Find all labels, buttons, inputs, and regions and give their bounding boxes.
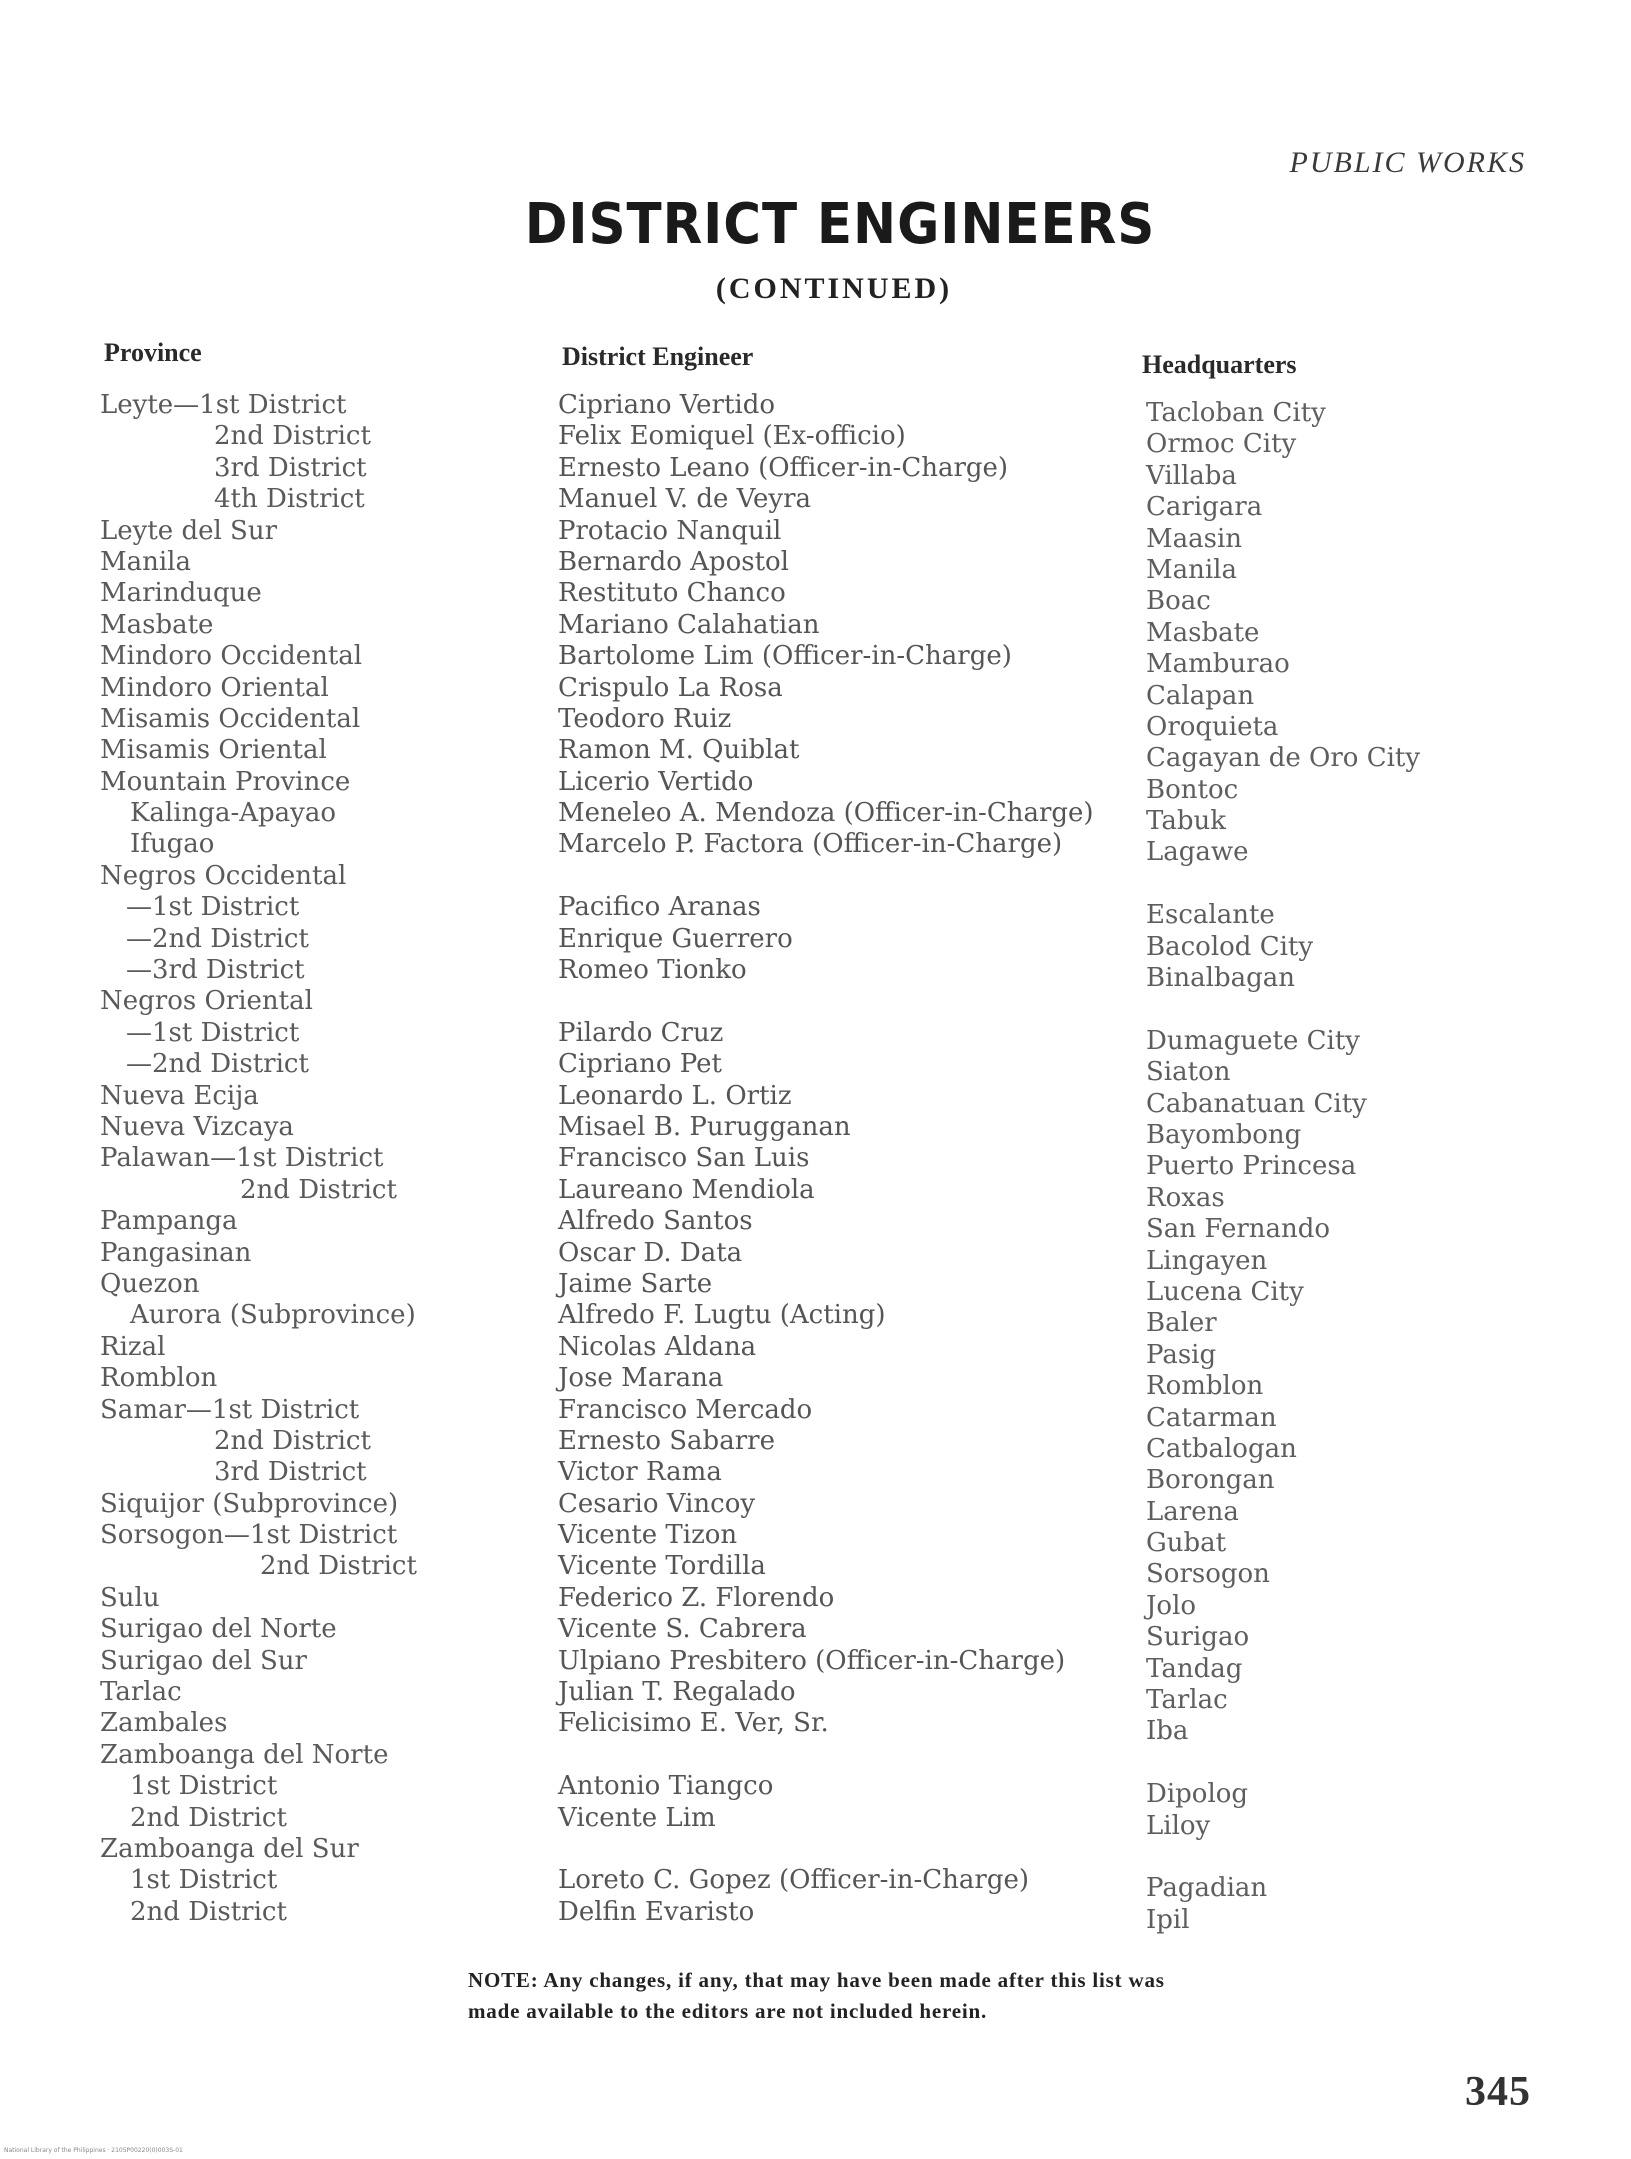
province-entry: Sorsogon—1st District bbox=[100, 1520, 398, 1551]
engineer-entry: Delfin Evaristo bbox=[558, 1896, 755, 1927]
province-entry: Surigao del Sur bbox=[100, 1645, 307, 1676]
headquarters-entry: Surigao bbox=[1146, 1622, 1250, 1653]
province-entry: Zambales bbox=[100, 1708, 228, 1739]
province-entry: Samar—1st District bbox=[100, 1394, 360, 1425]
headquarters-entry: Calapan bbox=[1146, 680, 1255, 711]
headquarters-entry: Manila bbox=[1146, 554, 1237, 585]
engineer-entry: Victor Rama bbox=[558, 1457, 722, 1488]
headquarters-entry: Boac bbox=[1146, 586, 1211, 617]
engineer-entry: Ramon M. Quiblat bbox=[558, 735, 800, 766]
province-entry: 2nd District bbox=[260, 1551, 417, 1582]
province-entry: 2nd District bbox=[214, 1425, 371, 1456]
engineer-entry: Cipriano Pet bbox=[558, 1049, 722, 1080]
engineer-entry: Licerio Vertido bbox=[558, 766, 754, 797]
footnote: NOTE: Any changes, if any, that may have been made after this list was made available to the editors are not included herein. bbox=[468, 1968, 1165, 2023]
province-entry: Sulu bbox=[100, 1582, 160, 1613]
headquarters-entry: Pasig bbox=[1146, 1339, 1217, 1370]
province-entry: Kalinga-Apayao bbox=[130, 798, 336, 829]
province-entry: —1st District bbox=[126, 892, 300, 923]
engineer-entry: Bartolome Lim (Officer-in-Charge) bbox=[558, 641, 1012, 672]
headquarters-entry: Maasin bbox=[1146, 523, 1243, 554]
engineer-entry: Vicente Tordilla bbox=[558, 1551, 766, 1582]
headquarters-entry: Cabanatuan City bbox=[1146, 1088, 1367, 1119]
province-entry: 3rd District bbox=[214, 1457, 367, 1488]
headquarters-entry: Bontoc bbox=[1146, 774, 1239, 805]
headquarters-entry: Romblon bbox=[1146, 1371, 1264, 1402]
headquarters-entry: Oroquieta bbox=[1146, 711, 1279, 742]
engineer-entry: Alfredo F. Lugtu (Acting) bbox=[558, 1300, 886, 1331]
province-entry: 2nd District bbox=[214, 421, 371, 452]
province-entry: Negros Occidental bbox=[100, 860, 347, 891]
headquarters-entry: Jolo bbox=[1146, 1590, 1197, 1621]
headquarters-entry: Baler bbox=[1146, 1308, 1217, 1339]
page-title: DISTRICT ENGINEERS bbox=[524, 192, 1156, 257]
headquarters-entry: Puerto Princesa bbox=[1146, 1151, 1357, 1182]
page-subtitle: (CONTINUED) bbox=[715, 272, 953, 305]
province-entry: Marinduque bbox=[100, 578, 262, 609]
engineer-entry: Felicisimo E. Ver, Sr. bbox=[558, 1708, 829, 1739]
engineer-entry: Federico Z. Florendo bbox=[558, 1582, 835, 1613]
engineer-entry: Enrique Guerrero bbox=[558, 923, 793, 954]
headquarters-entry: Bacolod City bbox=[1146, 931, 1314, 962]
headquarters-entry: Dipolog bbox=[1146, 1779, 1249, 1810]
province-entry: —2nd District bbox=[126, 923, 309, 954]
province-entry: Palawan—1st District bbox=[100, 1143, 384, 1174]
province-entry: 2nd District bbox=[130, 1896, 287, 1927]
engineer-entry: Misael B. Purugganan bbox=[558, 1111, 851, 1142]
engineer-entry: Felix Eomiquel (Ex-officio) bbox=[558, 421, 906, 452]
headquarters-entry: Carigara bbox=[1146, 492, 1263, 523]
headquarters-entry: Borongan bbox=[1146, 1465, 1275, 1496]
engineer-entry: Jose Marana bbox=[558, 1363, 724, 1394]
engineer-entry: Ernesto Sabarre bbox=[558, 1425, 775, 1456]
province-entry: Nueva Vizcaya bbox=[100, 1111, 294, 1142]
headquarters-entry: Tabuk bbox=[1146, 806, 1226, 837]
engineer-entry: Manuel V. de Veyra bbox=[558, 484, 812, 515]
headquarters-entry: Binalbagan bbox=[1146, 963, 1296, 994]
headquarters-entry: Cagayan de Oro City bbox=[1146, 743, 1421, 774]
headquarters-entry: Escalante bbox=[1146, 900, 1275, 931]
headquarters-entry: Tacloban City bbox=[1146, 398, 1326, 428]
engineer-entry: Julian T. Regalado bbox=[558, 1677, 796, 1708]
headquarters-entry: Bayombong bbox=[1146, 1119, 1302, 1150]
engineer-entry: Cesario Vincoy bbox=[558, 1488, 756, 1519]
headquarters-entry: Masbate bbox=[1146, 617, 1260, 648]
province-entry: 2nd District bbox=[130, 1802, 287, 1833]
province-entry: Misamis Occidental bbox=[100, 703, 361, 734]
headquarters-entry: Mamburao bbox=[1146, 649, 1290, 680]
province-entry: 3rd District bbox=[214, 452, 367, 483]
province-entry: Siquijor (Subprovince) bbox=[100, 1488, 399, 1519]
province-entry: Mindoro Oriental bbox=[100, 672, 329, 703]
province-column-header: Province bbox=[104, 338, 202, 367]
province-entry: Rizal bbox=[100, 1331, 166, 1362]
engineer-entry: Ernesto Leano (Officer-in-Charge) bbox=[558, 452, 1009, 483]
province-entry: Pangasinan bbox=[100, 1237, 252, 1268]
headquarters-entry: Villaba bbox=[1146, 460, 1237, 491]
engineer-entry: Bernardo Apostol bbox=[558, 546, 789, 577]
page-number: 345 bbox=[1465, 2069, 1531, 2115]
engineer-entry: Marcelo P. Factora (Officer-in-Charge) bbox=[558, 829, 1063, 860]
province-entry: —1st District bbox=[126, 1017, 300, 1048]
province-entry: Leyte—1st District bbox=[100, 390, 347, 420]
headquarters-column-header: Headquarters bbox=[1142, 350, 1297, 379]
engineer-entry: Cipriano Vertido bbox=[558, 390, 776, 420]
engineer-entry: Restituto Chanco bbox=[558, 578, 786, 609]
engineer-entry: Meneleo A. Mendoza (Officer-in-Charge) bbox=[558, 798, 1094, 829]
headquarters-entry: Tarlac bbox=[1146, 1685, 1228, 1716]
headquarters-entry: Catbalogan bbox=[1146, 1433, 1297, 1464]
headquarters-entry: Catarman bbox=[1146, 1402, 1277, 1433]
province-entry: 1st District bbox=[130, 1865, 278, 1896]
engineer-entry: Pacifico Aranas bbox=[558, 892, 761, 923]
engineer-entry: Alfredo Santos bbox=[558, 1206, 753, 1237]
engineer-entry: Romeo Tionko bbox=[558, 955, 747, 986]
headquarters-entry: Roxas bbox=[1146, 1182, 1225, 1213]
engineer-entry: Mariano Calahatian bbox=[558, 609, 820, 640]
engineer-entry: Oscar D. Data bbox=[558, 1237, 743, 1268]
engineer-column-header: District Engineer bbox=[562, 342, 754, 371]
engineer-entry: Vicente Lim bbox=[558, 1802, 716, 1833]
headquarters-entry: Ormoc City bbox=[1146, 429, 1297, 460]
province-entry: Nueva Ecija bbox=[100, 1080, 259, 1111]
engineer-entry: Nicolas Aldana bbox=[558, 1331, 757, 1362]
province-entry: 4th District bbox=[214, 484, 365, 515]
engineer-entry: Ulpiano Presbitero (Officer-in-Charge) bbox=[558, 1645, 1066, 1676]
province-entry: 2nd District bbox=[240, 1174, 397, 1205]
headquarters-entry: Lingayen bbox=[1146, 1245, 1268, 1276]
engineer-entry: Vicente S. Cabrera bbox=[558, 1614, 807, 1645]
engineer-entry: Vicente Tizon bbox=[558, 1520, 738, 1551]
province-entry: Surigao del Norte bbox=[100, 1614, 337, 1645]
engineer-entry: Teodoro Ruiz bbox=[558, 703, 732, 734]
province-entry: Leyte del Sur bbox=[100, 515, 278, 546]
province-entry: Masbate bbox=[100, 609, 214, 640]
headquarters-entry: Pagadian bbox=[1146, 1873, 1268, 1904]
province-entry: Mountain Province bbox=[100, 766, 351, 797]
province-entry: Zamboanga del Sur bbox=[100, 1833, 359, 1864]
engineer-entry: Francisco Mercado bbox=[558, 1394, 813, 1425]
province-entry: —2nd District bbox=[126, 1049, 309, 1080]
headquarters-entry: Larena bbox=[1146, 1496, 1239, 1527]
engineer-entry: Crispulo La Rosa bbox=[558, 672, 783, 703]
province-entry: 1st District bbox=[130, 1771, 278, 1802]
engineer-entry: Pilardo Cruz bbox=[558, 1017, 724, 1048]
headquarters-entry: Siaton bbox=[1146, 1057, 1231, 1088]
province-entry: Pampanga bbox=[100, 1206, 238, 1237]
engineer-entry: Jaime Sarte bbox=[558, 1268, 713, 1299]
province-entry: Quezon bbox=[100, 1268, 200, 1299]
engineer-entry: Leonardo L. Ortiz bbox=[558, 1080, 792, 1111]
province-entry: Misamis Oriental bbox=[100, 735, 327, 766]
headquarters-entry: Liloy bbox=[1146, 1810, 1211, 1841]
engineer-entry: Protacio Nanquil bbox=[558, 515, 782, 546]
headquarters-entry: San Fernando bbox=[1146, 1214, 1331, 1245]
engineer-entry: Antonio Tiangco bbox=[558, 1771, 774, 1802]
province-entry: Tarlac bbox=[100, 1677, 182, 1708]
headquarters-entry: Lagawe bbox=[1146, 837, 1249, 868]
headquarters-entry: Dumaguete City bbox=[1146, 1025, 1360, 1056]
province-entry: Mindoro Occidental bbox=[100, 641, 363, 672]
engineer-entry: Laureano Mendiola bbox=[558, 1174, 815, 1205]
headquarters-entry: Lucena City bbox=[1146, 1276, 1304, 1307]
province-entry: Romblon bbox=[100, 1363, 218, 1394]
headquarters-entry: Iba bbox=[1146, 1716, 1189, 1747]
engineer-entry: Francisco San Luis bbox=[558, 1143, 810, 1174]
province-entry: Manila bbox=[100, 546, 191, 577]
province-entry: —3rd District bbox=[126, 955, 305, 986]
headquarters-entry: Sorsogon bbox=[1146, 1559, 1270, 1590]
province-column bbox=[100, 390, 417, 1928]
scan-footer: National Library of the Philippines · 2105P00220(0)003S-01 bbox=[4, 2147, 183, 2154]
section-title: PUBLIC WORKS bbox=[1289, 146, 1526, 179]
province-entry: Ifugao bbox=[130, 829, 215, 860]
headquarters-entry: Gubat bbox=[1146, 1528, 1227, 1559]
province-entry: Aurora (Subprovince) bbox=[130, 1300, 416, 1331]
province-entry: Negros Oriental bbox=[100, 986, 313, 1017]
headquarters-entry: Tandag bbox=[1146, 1653, 1243, 1684]
headquarters-entry: Ipil bbox=[1146, 1904, 1190, 1935]
province-entry: Zamboanga del Norte bbox=[100, 1739, 389, 1770]
engineer-entry: Loreto C. Gopez (Officer-in-Charge) bbox=[558, 1865, 1030, 1896]
engineer-column bbox=[558, 390, 1094, 1928]
headquarters-column bbox=[1146, 398, 1420, 1936]
